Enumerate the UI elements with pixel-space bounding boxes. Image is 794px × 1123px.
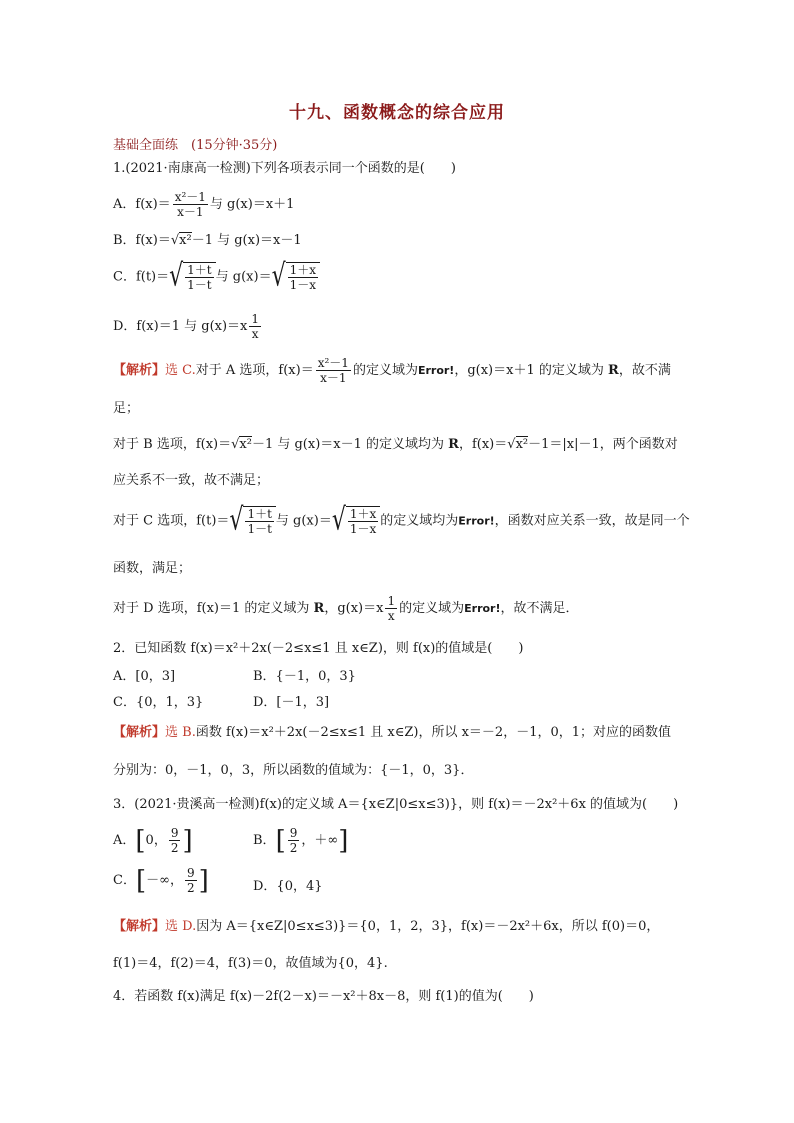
q2-option-c: C．{0，1，3} [113,695,204,710]
q2-option-b: B．{－1，0，3} [253,669,356,684]
q1-solution-line1: 【解析】选 C.对于 A 选项，f(x)＝ $\frac{\text{x²－1}}{x-1}$ 的定义域为Error!，g(x)＝x＋1 的定义域为 R，故不满 [113,356,671,385]
q1-option-b: B．f(x)＝√x²－1 与 g(x)＝x－1 [113,233,302,248]
q3-solution-line2: f(1)＝4，f(2)＝4，f(3)＝0，故值域为{0，4}. [113,956,388,971]
solution-tag: 【解析】 [113,363,166,378]
q3-solution-line1: 【解析】选 D.因为 A＝{x∈Z|0≤x≤3)}＝{0，1，2，3}，f(x)＝－2x²＋6x，所以 f(0)＝0， [113,919,660,934]
q1-a-text: A．f(x)＝ [113,197,171,212]
q1-stem: 1.(2021·南康高一检测)下列各项表示同一个函数的是( ) [113,161,456,176]
q1-solution-line7: 对于 D 选项，f(x)＝1 的定义域为 R，g(x)＝x $\frac{1}{x}$ 的定义域为Error!，故不满足． [113,594,579,623]
q1-d-fraction: $\frac{1}{x}$ [251,312,260,341]
answer-choice: 选 C. [165,363,196,378]
q1-b-radicand: x² [179,233,192,248]
q1-c-sqrt2: √ $\frac{1+x}{1-x}$ [272,262,320,292]
q2-option-d: D．[－1，3] [253,695,330,710]
q3-option-d: D．{0，4} [253,879,323,894]
q3-option-a: A．[0， $\frac{9}{2}$ ] [113,825,193,856]
q1-option-c: C．f(t)＝√ $\frac{1+t}{1-t}$ 与 g(x)＝√ $\frac{1+x}{1-x}$ [113,262,320,292]
q1-solution-line6: 函数，满足； [113,561,192,576]
q2-solution-line2: 分别为：0，－1，0，3，所以函数的值域为：{－1，0，3}． [113,763,474,778]
q1-option-a [113,190,294,219]
q4-stem: 4．若函数 f(x)满足 f(x)－2f(2－x)＝－x²＋8x－8，则 f(1)的值为( ) [113,989,534,1004]
q2-stem: 2．已知函数 f(x)＝x²＋2x(－2≤x≤1 且 x∈Z)，则 f(x)的值域是( ) [113,641,524,656]
q3-option-c: C．[－∞， $\frac{9}{2}$ ] [113,865,209,896]
q1-solution-line3: 对于 B 选项，f(x)＝√x²－1 与 g(x)＝x－1 的定义域均为 R，f(x)＝√x²－1＝|x|－1，两个函数对 [113,437,678,452]
q1-solution-line2: 足； [113,401,140,416]
q1-solution-line5: 对于 C 选项，f(t)＝√ $\frac{1+t}{1-t}$ 与 g(x)＝√ $\frac{1+x}{1-x}$ 的定义域均为Error!，函数对应关系一致，故是同一个 [113,502,690,538]
q1-option-d: D．f(x)＝1 与 g(x)＝x $\frac{1}{x}$ [113,312,260,341]
q3-option-b: B．[ $\frac{9}{2}$ ，＋∞] [253,825,349,856]
error-text: Error! [417,364,455,377]
q1-a-text-post: 与 g(x)＝x＋1 [209,197,295,212]
q1-c-sqrt1: √ $\frac{1+t}{1-t}$ [169,262,216,292]
q2-solution-line1: 【解析】选 B.函数 f(x)＝x²＋2x(－2≤x≤1 且 x∈Z)，所以 x＝－2，－1，0，1；对应的函数值 [113,725,672,740]
section-heading: 基础全面练 (15分钟·35分) [113,138,278,153]
q1-solution-line4: 应关系不一致，故不满足； [113,473,270,488]
page-title: 十九、函数概念的综合应用 [289,103,505,123]
q2-option-a: A．[0，3] [113,669,176,684]
q1-a-fraction: $\frac{\text{x²－1}}{x-1}$ [174,190,206,219]
q3-stem: 3．(2021·贵溪高一检测)f(x)的定义域 A＝{x∈Z|0≤x≤3)}，则 f(x)＝－2x²＋6x 的值域为( ) [113,797,679,812]
